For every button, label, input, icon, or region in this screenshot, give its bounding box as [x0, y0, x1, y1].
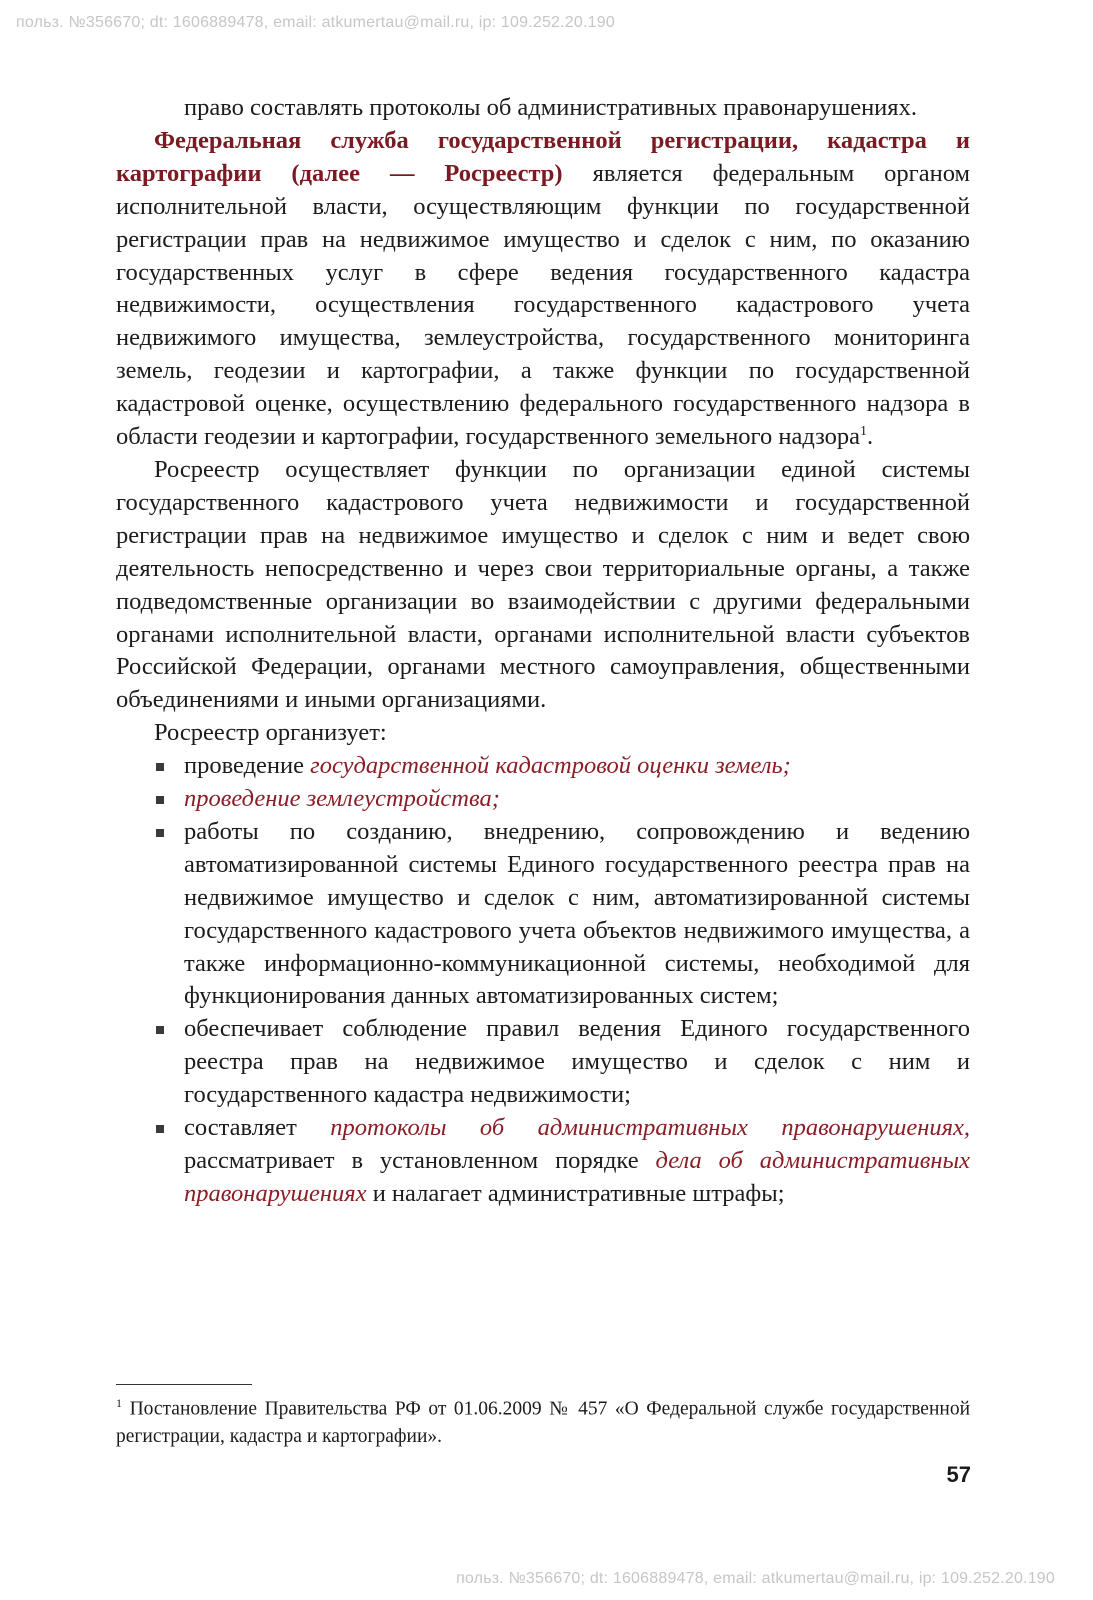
list-item-text: составляет: [184, 1114, 331, 1142]
paragraph-rosreestr-functions: Росреестр осуществляет функции по организации единой системы государственного кадастрового учета недвижимости и государственной регистрации прав на недвижимое имущество и сделок с ним и ведет свою деятельность непосредственно и через свои территориальные органы, а также подведомственные организации во взаимодействии с другими федеральными органами исполнительной власти, органами исполнительной власти субъектов Российской Федерации, органами местного самоуправления, общественными объединениями и иными организациями.: [116, 455, 970, 714]
list-item-emphasis: дела об административных правонарушениях: [184, 1147, 970, 1207]
bullet-icon: [156, 763, 164, 771]
list-item: [116, 1013, 970, 1112]
list-item: [116, 783, 970, 816]
list-item: [116, 1112, 970, 1211]
bullet-icon: [156, 1125, 164, 1133]
list-item-text: рассматривает в установленном порядке: [184, 1147, 656, 1174]
watermark-bottom: польз. №356670; dt: 1606889478, email: atkumertau@mail.ru, ip: 109.252.20.190: [456, 1570, 1055, 1587]
watermark-top: польз. №356670; dt: 1606889478, email: atkumertau@mail.ru, ip: 109.252.20.190: [16, 14, 615, 31]
paragraph-end: .: [867, 423, 874, 451]
footnote-reference[interactable]: 1: [860, 423, 868, 439]
list-item-text: и налагает административные штрафы;: [366, 1179, 785, 1207]
list-item-text: проведение: [184, 752, 311, 780]
paragraph-text: является федеральным органом исполнительной власти, осуществляющим функции по государственной регистрации прав на недвижимое имущество и сделок с ним, по оказанию государственных услуг в сфере ведения государственного кадастра недвижимости, осуществления государственного кадастрового учета недвижимого имущества, землеустройства, государственного мониторинга земель, геодезии и картографии, а также функции по государственной кадастровой оценке, осуществлению федерального государственного надзора в области геодезии и картографии, государственного земельного надзора: [116, 159, 971, 451]
list-item: [116, 816, 970, 1013]
footnote-text: Постановление Правительства РФ от 01.06.2009 № 457 «О Федеральной службе государственной регистрации, кадастра и картографии».: [116, 1398, 970, 1447]
footnote-mark: 1: [116, 1396, 122, 1410]
footnote-divider: [116, 1384, 252, 1385]
bullet-icon: [156, 796, 164, 804]
rosreestr-heading-term: Федеральная служба государственной регистрации, кадастра и картографии (далее — Росреестр): [116, 126, 970, 187]
footnote: [116, 1390, 970, 1450]
page-number: 57: [946, 1462, 971, 1487]
paragraph-rosreestr-definition: [116, 125, 970, 454]
list-item-emphasis: проведение землеустройства;: [184, 785, 500, 813]
list-item: [116, 750, 970, 783]
bullet-icon: [156, 1026, 164, 1034]
list-item-text: работы по созданию, внедрению, сопровождению и ведению автоматизированной системы Единого государственного реестра прав на недвижимое имущество и сделок с ним, автоматизированной системы государственного кадастрового учета объектов недвижимого имущества, а также информационно-коммуникационной системы, необходимой для функционирования данных автоматизированных систем;: [184, 817, 970, 1010]
paragraph-continuation: право составлять протоколы об административных правонарушениях.: [184, 94, 917, 121]
page-body: [116, 92, 970, 1211]
list-item-emphasis: государственной кадастровой оценки земель;: [310, 752, 791, 780]
bullet-icon: [156, 829, 164, 837]
list-item-emphasis: протоколы об административных правонарушениях,: [330, 1114, 971, 1142]
organizes-list: [116, 750, 970, 1211]
list-item-text: обеспечивает соблюдение правил ведения Единого государственного реестра прав на недвижимое имущество и сделок с ним и государственного кадастра недвижимости;: [184, 1015, 970, 1109]
paragraph-list-intro: Росреестр организует:: [154, 719, 387, 747]
